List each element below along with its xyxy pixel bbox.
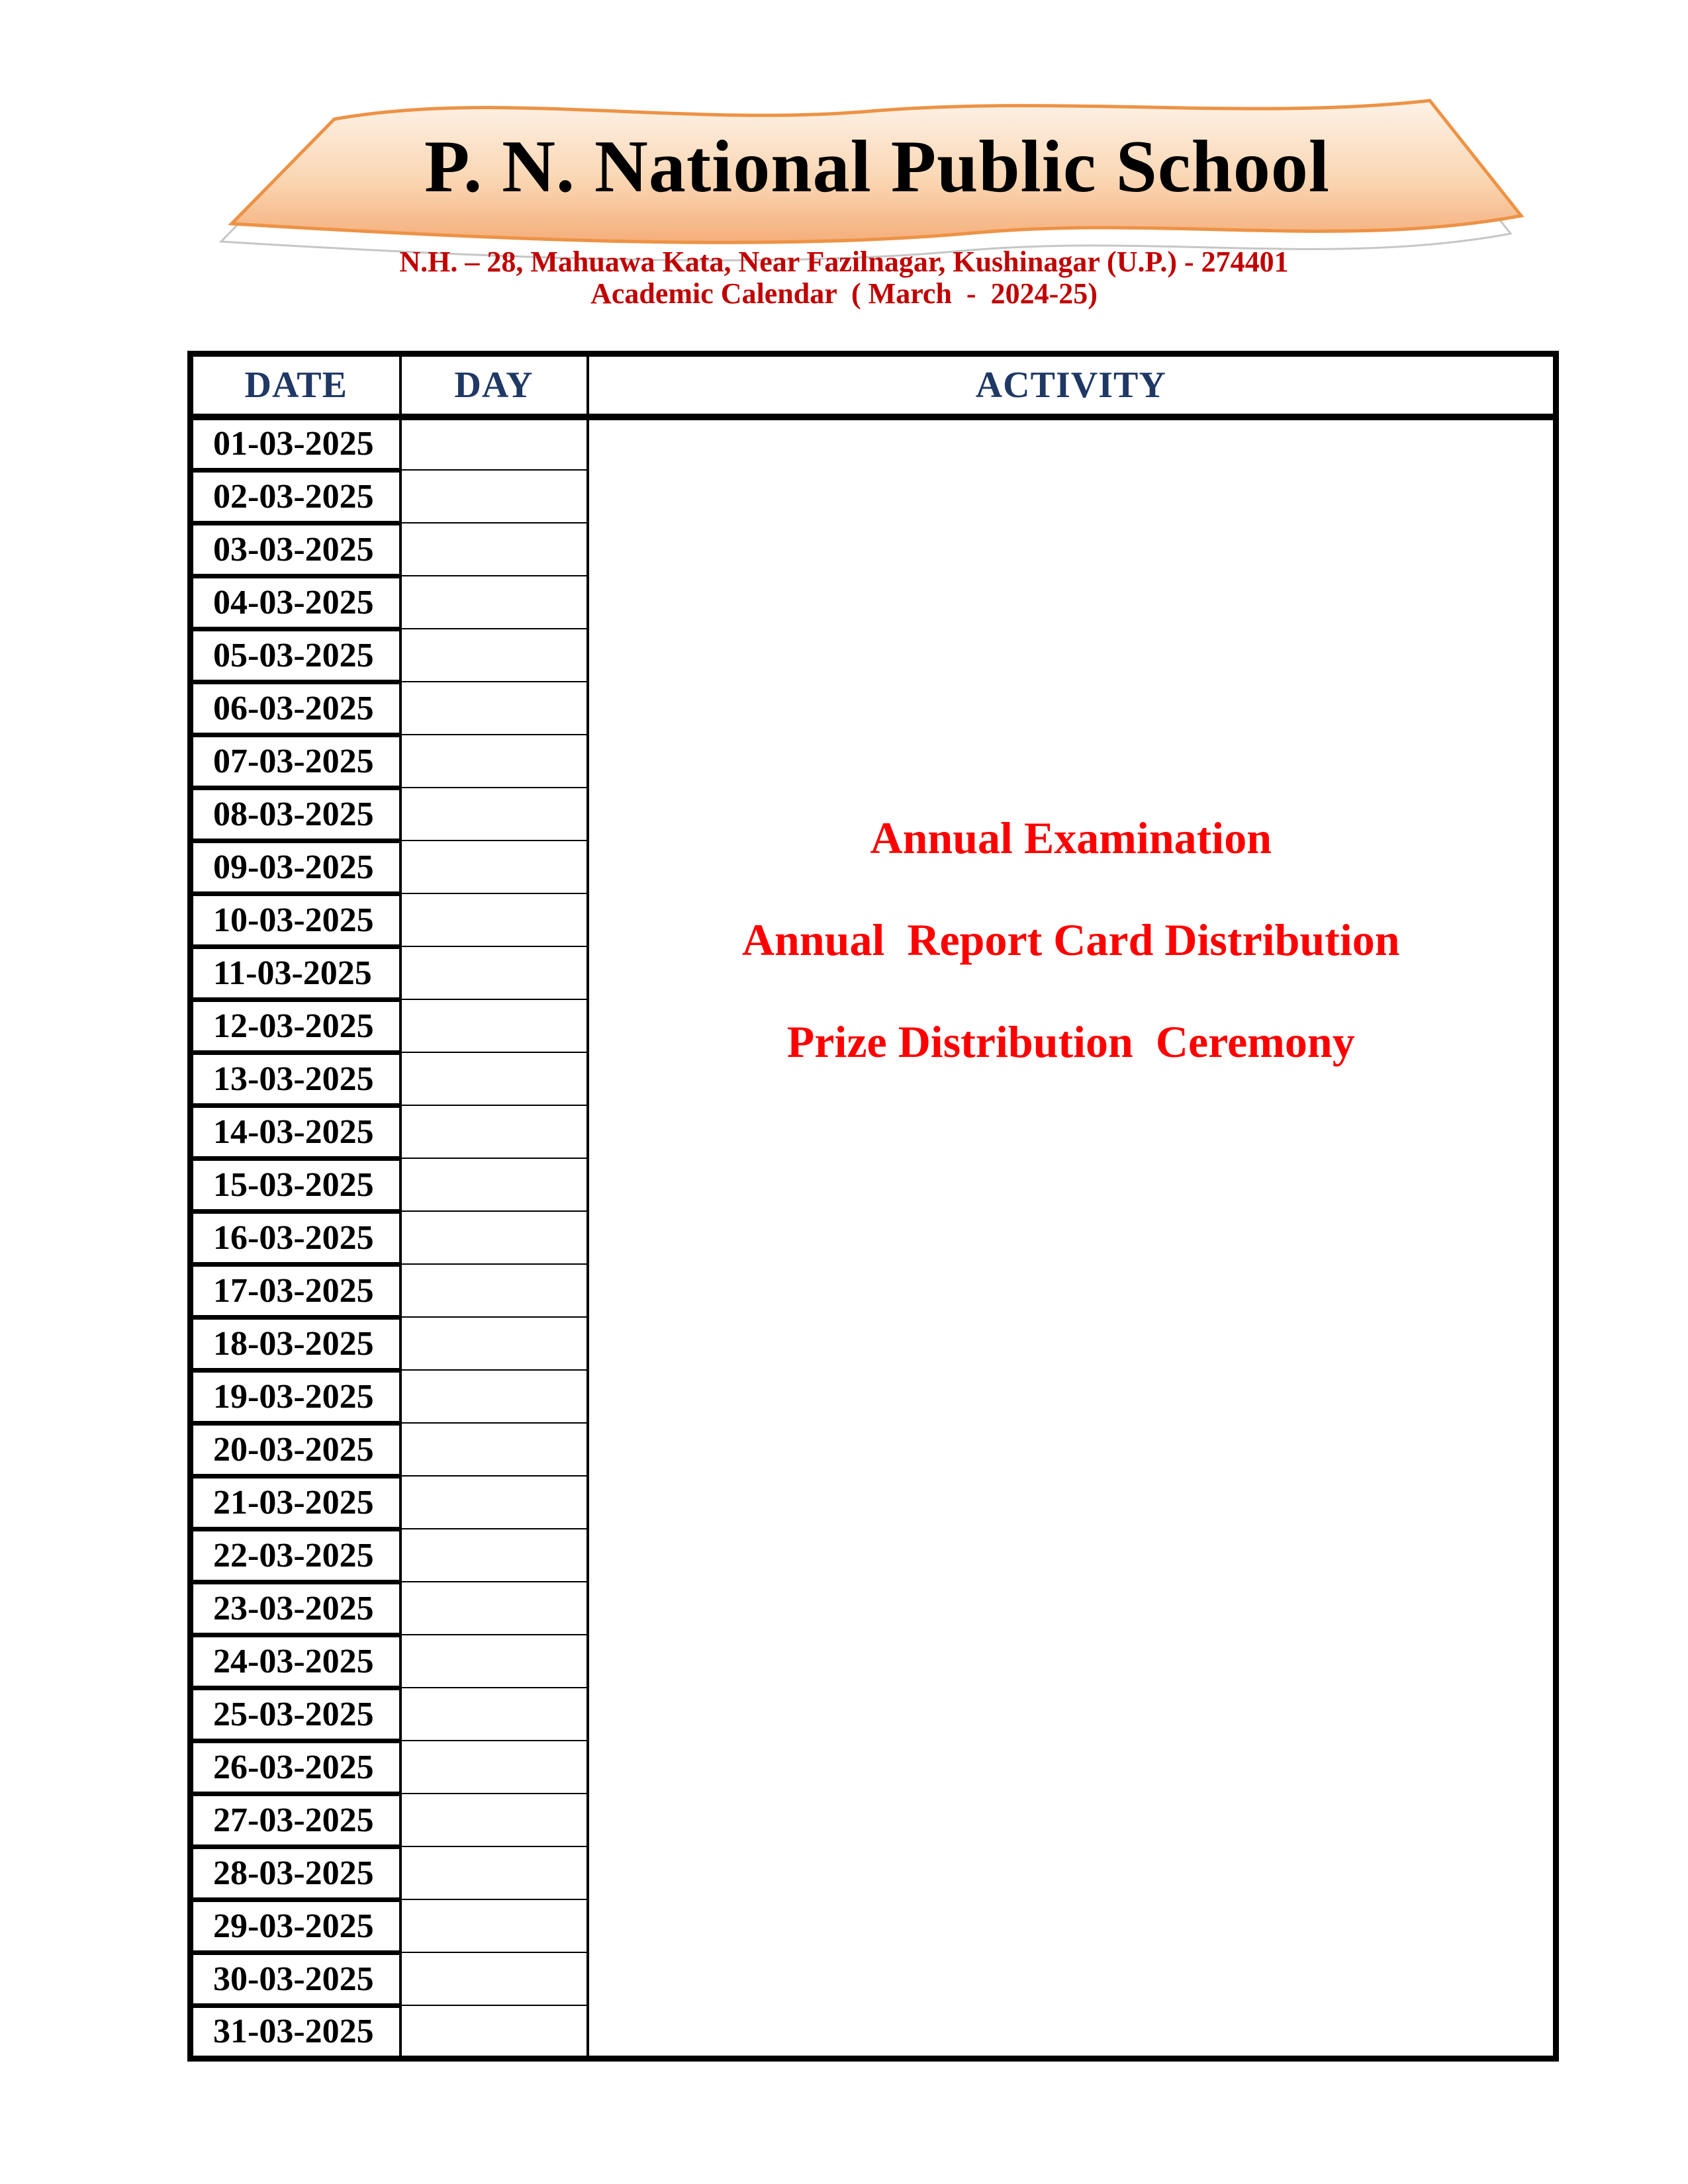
calendar-title: Academic Calendar ( March - 2024-25) — [590, 277, 1098, 310]
day-cell — [400, 1423, 588, 1476]
school-address: N.H. – 28, Mahuawa Kata, Near Fazilnagar, Kushinagar (U.P.) - 274401 — [399, 246, 1289, 278]
date-cell: 19-03-2025 — [191, 1370, 400, 1423]
day-cell — [400, 735, 588, 788]
day-cell — [400, 629, 588, 682]
day-cell — [400, 1105, 588, 1158]
date-cell: 03-03-2025 — [191, 523, 400, 576]
activity-line: Annual Examination — [870, 813, 1272, 863]
date-cell: 09-03-2025 — [191, 841, 400, 893]
school-banner — [218, 78, 1536, 250]
date-cell: 05-03-2025 — [191, 629, 400, 682]
day-cell — [400, 1476, 588, 1529]
date-cell: 15-03-2025 — [191, 1158, 400, 1211]
date-cell: 06-03-2025 — [191, 682, 400, 735]
activity-line: Prize Distribution Ceremony — [786, 1017, 1355, 1067]
calendar-table-header — [191, 354, 1556, 418]
day-cell — [400, 1794, 588, 1846]
date-cell: 30-03-2025 — [191, 1952, 400, 2005]
day-cell — [400, 523, 588, 576]
day-cell — [400, 1846, 588, 1899]
day-cell — [400, 2005, 588, 2058]
day-cell — [400, 999, 588, 1052]
day-cell — [400, 1635, 588, 1688]
table-row — [191, 417, 1556, 470]
day-cell — [400, 1688, 588, 1741]
date-cell: 14-03-2025 — [191, 1105, 400, 1158]
day-cell — [400, 1370, 588, 1423]
day-cell — [400, 1317, 588, 1370]
date-cell: 25-03-2025 — [191, 1688, 400, 1741]
date-cell: 04-03-2025 — [191, 576, 400, 629]
day-cell — [400, 682, 588, 735]
date-cell: 27-03-2025 — [191, 1794, 400, 1846]
date-cell: 24-03-2025 — [191, 1635, 400, 1688]
date-cell: 22-03-2025 — [191, 1529, 400, 1582]
day-cell — [400, 1582, 588, 1635]
date-cell: 01-03-2025 — [191, 417, 400, 470]
day-cell — [400, 1052, 588, 1105]
date-column-header: DATE — [191, 354, 400, 418]
date-cell: 28-03-2025 — [191, 1846, 400, 1899]
date-cell: 10-03-2025 — [191, 893, 400, 946]
day-cell — [400, 576, 588, 629]
academic-calendar-table — [187, 351, 1559, 2062]
subheader-block — [0, 246, 1688, 310]
date-cell: 31-03-2025 — [191, 2005, 400, 2058]
day-cell — [400, 893, 588, 946]
date-cell: 07-03-2025 — [191, 735, 400, 788]
calendar-table-body — [191, 417, 1556, 2058]
date-cell: 21-03-2025 — [191, 1476, 400, 1529]
day-cell — [400, 1529, 588, 1582]
date-cell: 26-03-2025 — [191, 1741, 400, 1794]
date-cell: 12-03-2025 — [191, 999, 400, 1052]
day-cell — [400, 1264, 588, 1317]
header-row — [191, 354, 1556, 418]
date-cell: 20-03-2025 — [191, 1423, 400, 1476]
activity-line: Annual Report Card Distribution — [741, 915, 1400, 965]
day-cell — [400, 1211, 588, 1264]
day-cell — [400, 1899, 588, 1952]
day-cell — [400, 1741, 588, 1794]
date-cell: 29-03-2025 — [191, 1899, 400, 1952]
date-cell: 18-03-2025 — [191, 1317, 400, 1370]
date-cell: 02-03-2025 — [191, 470, 400, 523]
day-cell — [400, 417, 588, 470]
activity-cell — [588, 417, 1556, 2058]
activity-column-header: ACTIVITY — [588, 354, 1556, 418]
day-cell — [400, 1952, 588, 2005]
day-cell — [400, 1158, 588, 1211]
date-cell: 13-03-2025 — [191, 1052, 400, 1105]
date-cell: 17-03-2025 — [191, 1264, 400, 1317]
date-cell: 16-03-2025 — [191, 1211, 400, 1264]
day-cell — [400, 788, 588, 841]
day-cell — [400, 470, 588, 523]
day-cell — [400, 946, 588, 999]
date-cell: 11-03-2025 — [191, 946, 400, 999]
day-column-header: DAY — [400, 354, 588, 418]
date-cell: 08-03-2025 — [191, 788, 400, 841]
school-name: P. N. National Public School — [424, 126, 1331, 208]
date-cell: 23-03-2025 — [191, 1582, 400, 1635]
day-cell — [400, 841, 588, 893]
